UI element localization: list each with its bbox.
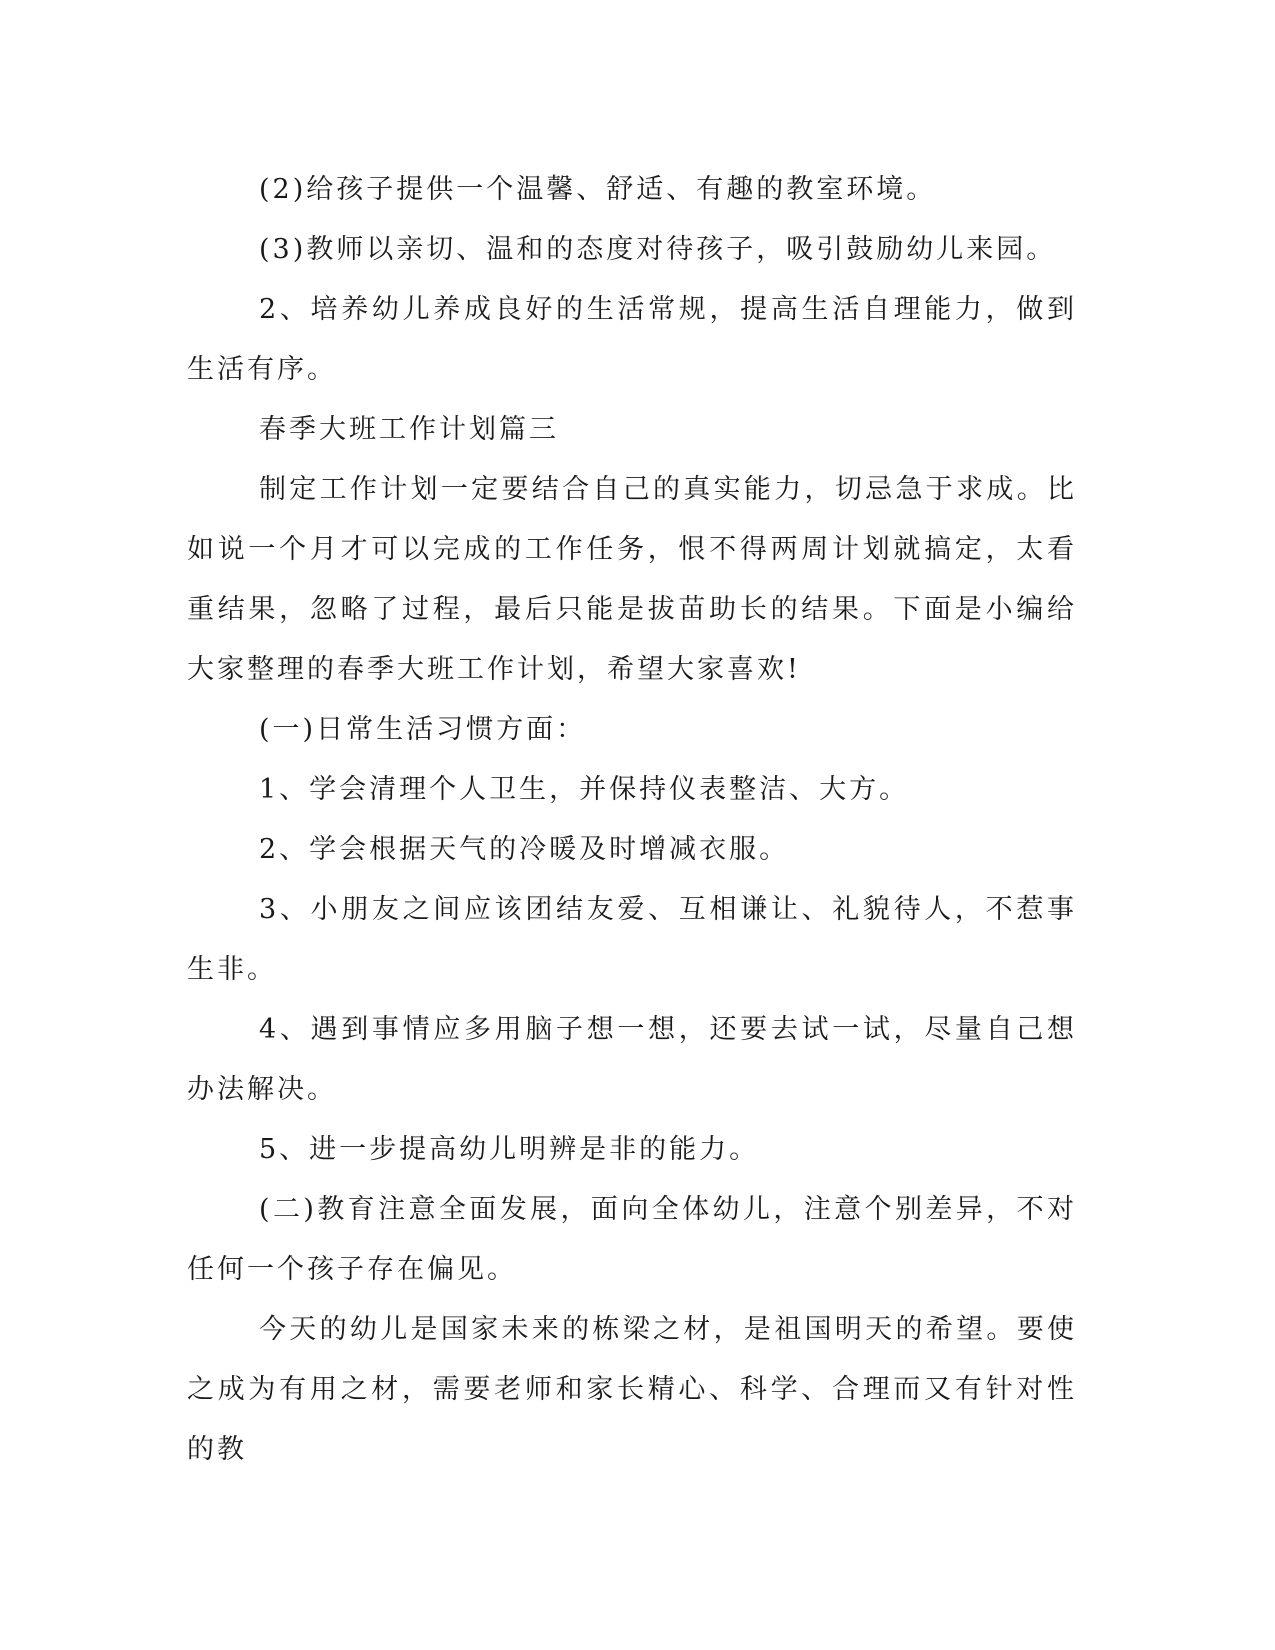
paragraph-future: 今天的幼儿是国家未来的栋梁之材，是祖国明天的希望。要使之成为有用之材，需要老师和家长精心、科学、合理而又有针对性的教 [187,1314,1077,1465]
paragraph-care-environment: (2)给孩子提供一个温馨、舒适、有趣的教室环境。 [259,174,937,205]
list-item-hygiene: 1、学会清理个人卫生，并保持仪表整洁、大方。 [259,774,910,805]
document-body [187,160,1077,1480]
section-heading: 春季大班工作计划篇三 [259,414,559,445]
paragraph-teacher-attitude: (3)教师以亲切、温和的态度对待孩子，吸引鼓励幼儿来园。 [259,234,1057,265]
paragraph-life-routine: 2、培养幼儿养成良好的生活常规，提高生活自理能力，做到生活有序。 [187,294,1077,385]
paragraph-intro: 制定工作计划一定要结合自己的真实能力，切忌急于求成。比如说一个月才可以完成的工作任务，恨不得两周计划就搞定，太看重结果，忽略了过程，最后只能是拔苗助长的结果。下面是小编给大家整理的春季大班工作计划，希望大家喜欢! [187,474,1077,685]
subheading-daily-habits: (一)日常生活习惯方面： [259,714,587,745]
list-item-friendship: 3、小朋友之间应该团结友爱、互相谦让、礼貌待人，不惹事生非。 [187,894,1077,985]
subheading-education: (二)教育注意全面发展，面向全体幼儿，注意个别差异，不对任何一个孩子存在偏见。 [187,1194,1077,1285]
list-item-judgement: 5、进一步提高幼儿明辨是非的能力。 [259,1134,760,1165]
list-item-problem-solving: 4、遇到事情应多用脑子想一想，还要去试一试，尽量自己想办法解决。 [187,1014,1077,1105]
list-item-clothing: 2、学会根据天气的冷暖及时增减衣服。 [259,834,790,865]
